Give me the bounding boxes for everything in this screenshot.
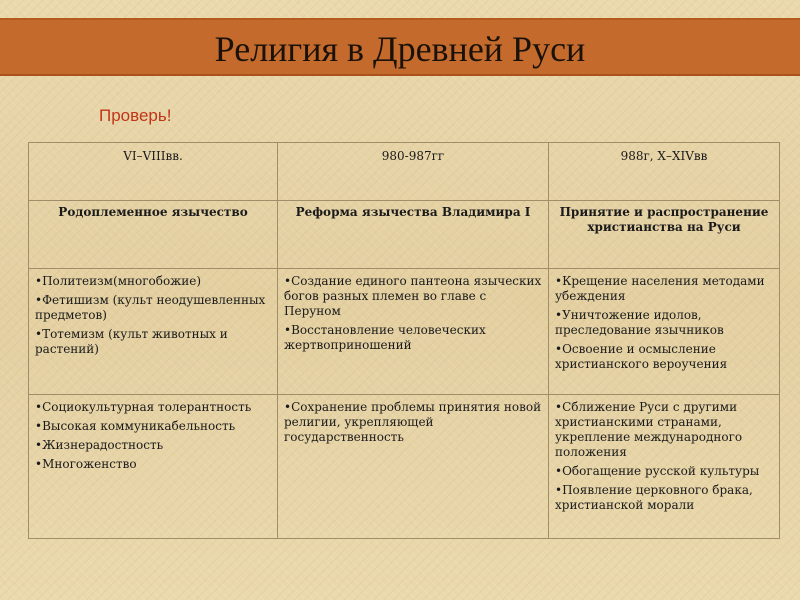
list-item: •Сближение Руси с другими христианскими странами, укрепление международного положения bbox=[555, 400, 743, 459]
list-item: •Восстановление человеческих жертвоприношений bbox=[284, 323, 486, 352]
list-item: •Жизнерадостность bbox=[35, 438, 164, 452]
list-item: •Высокая коммуникабельность bbox=[35, 419, 236, 433]
slide-title: Религия в Древней Руси bbox=[214, 29, 586, 69]
results-row bbox=[29, 395, 780, 539]
period-cell: VI–VIIIвв. bbox=[29, 143, 278, 201]
results-cell bbox=[29, 395, 278, 539]
features-cell bbox=[29, 269, 278, 395]
heading-row bbox=[29, 201, 780, 269]
list-item: •Тотемизм (культ животных и растений) bbox=[35, 327, 228, 356]
check-label: Проверь! bbox=[99, 106, 172, 125]
features-cell bbox=[278, 269, 549, 395]
list-item: •Обогащение русской культуры bbox=[555, 464, 760, 478]
list-item: •Крещение населения методами убеждения bbox=[555, 274, 765, 303]
heading-cell: Принятие и распространение христианства на Руси bbox=[549, 201, 780, 269]
heading-cell: Родоплеменное язычество bbox=[29, 201, 278, 269]
results-cell bbox=[549, 395, 780, 539]
list-item: •Многоженство bbox=[35, 457, 137, 471]
period-cell: 980-987гг bbox=[278, 143, 549, 201]
list-item: •Сохранение проблемы принятия новой религии, укрепляющей государственность bbox=[284, 400, 542, 444]
religion-table bbox=[28, 142, 780, 539]
list-item: •Появление церковного брака, христианской морали bbox=[555, 483, 753, 512]
list-item: •Социокультурная толерантность bbox=[35, 400, 252, 414]
list-item: •Уничтожение идолов, преследование язычников bbox=[555, 308, 724, 337]
results-cell bbox=[278, 395, 549, 539]
list-item: •Фетишизм (культ неодушевленных предметов) bbox=[35, 293, 266, 322]
list-item: •Создание единого пантеона языческих богов разных племен во главе с Перуном bbox=[284, 274, 542, 318]
list-item: •Политеизм(многобожие) bbox=[35, 274, 202, 288]
period-row bbox=[29, 143, 780, 201]
features-row bbox=[29, 269, 780, 395]
features-cell bbox=[549, 269, 780, 395]
list-item: •Освоение и осмысление христианского вероучения bbox=[555, 342, 728, 371]
heading-cell: Реформа язычества Владимира I bbox=[278, 201, 549, 269]
period-cell: 988г, X–XIVвв bbox=[549, 143, 780, 201]
